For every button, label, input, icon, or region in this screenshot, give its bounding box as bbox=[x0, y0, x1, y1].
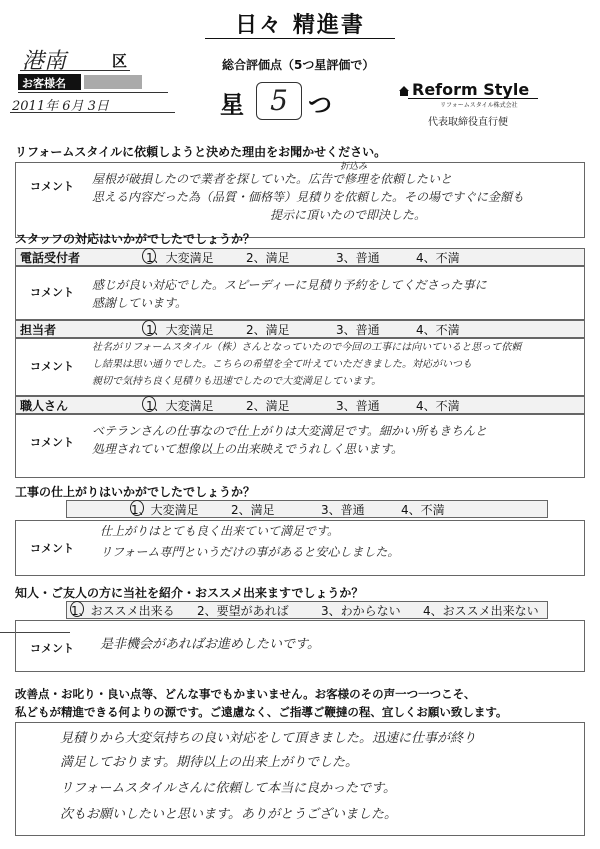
q4-opt3[interactable]: 3、わからない bbox=[321, 604, 401, 618]
q2-row1-opt4[interactable]: 4、不満 bbox=[416, 251, 460, 265]
q5-intro-line-2: 私どもが精進できる何よりの源です。ご遠慮なく、ご指導ご鞭撻の程、宜しくお願い致します。 bbox=[15, 705, 508, 719]
q1-comment-label: コメント bbox=[30, 180, 74, 193]
q5-line-1: 見積りから大変気持ちの良い対応をして頂きました。迅速に仕事が終り bbox=[60, 731, 477, 746]
q2-row1-opt1[interactable]: 1、大変満足 bbox=[146, 251, 214, 265]
q2-row3-line-2: 処理されていて想像以上の出来映えでうれしく思います。 bbox=[92, 442, 404, 456]
q2-row3-label: 職人さん bbox=[20, 399, 69, 413]
q3-opt4[interactable]: 4、不満 bbox=[401, 503, 445, 517]
score-label: 総合評価点（5つ星評価で） bbox=[222, 58, 375, 72]
q1-answer-line-3: 提示に頂いたので即決した。 bbox=[270, 208, 427, 222]
q2-row2-line-3: 親切で気持ち良く見積りも迅速でしたので大変満足しています。 bbox=[92, 376, 382, 387]
q5-line-4: 次もお願いしたいと思います。ありがとうございました。 bbox=[60, 807, 397, 822]
q5-line-2: 満足しております。期待以上の出来上がりでした。 bbox=[60, 755, 358, 770]
q4-opt2[interactable]: 2、要望があれば bbox=[197, 604, 289, 618]
q2-row2-line-2: し結果は思い通りでした。こちらの希望を全て叶えていただきました。対応がいつも bbox=[92, 359, 472, 370]
representative-label: 代表取締役直行便 bbox=[428, 117, 508, 128]
q2-row3-opt4[interactable]: 4、不満 bbox=[416, 399, 460, 413]
q3-selection-circle bbox=[130, 500, 144, 516]
q2-row2-opt4[interactable]: 4、不満 bbox=[416, 323, 460, 337]
q3-line-1: 仕上がりはとても良く出来ていて満足です。 bbox=[100, 524, 340, 538]
q3-line-2: リフォーム専門というだけの事があると安心しました。 bbox=[100, 545, 400, 559]
q3-opt3[interactable]: 3、普通 bbox=[321, 503, 365, 517]
q5-line-3: リフォームスタイルさんに依頼して本当に良かったです。 bbox=[60, 781, 397, 796]
q2-row3-header bbox=[15, 396, 585, 414]
q3-opt1[interactable]: 1、大変満足 bbox=[131, 503, 199, 517]
ward-handwritten: 港南 bbox=[22, 49, 67, 74]
q2-row2-header bbox=[15, 320, 585, 338]
brand-subtitle: リフォームスタイル株式会社 bbox=[440, 102, 518, 109]
q2-row1-label: 電話受付者 bbox=[20, 251, 81, 265]
q2-row2-label: 担当者 bbox=[20, 323, 57, 337]
q3-question: 工事の仕上がりはいかがでしたでしょうか？ bbox=[15, 485, 256, 499]
q1-answer-line-1: 屋根が破損したので業者を探していた。広告で修理を依頼したいと bbox=[92, 172, 453, 186]
q2-row1-line-2: 感謝しています。 bbox=[92, 296, 188, 310]
q4-opt1[interactable]: 1、おススメ出来る bbox=[71, 604, 175, 618]
q2-row1-opt3[interactable]: 3、普通 bbox=[336, 251, 380, 265]
q2-row1-selection-circle bbox=[142, 248, 156, 264]
q4-comment-label: コメント bbox=[30, 642, 74, 655]
star-score-value: 5 bbox=[256, 82, 302, 120]
q2-row3-opt1[interactable]: 1、大変満足 bbox=[146, 399, 214, 413]
q2-row2-opt2[interactable]: 2、満足 bbox=[246, 323, 290, 337]
q5-intro-line-1: 改善点・お叱り・良い点等、どんな事でもかまいません。お客様のその声一つ一つこそ、 bbox=[15, 687, 476, 701]
q2-row1-comment-box bbox=[15, 266, 585, 320]
q4-question: 知人・ご友人の方に当社を紹介・おススメ出来ますでしょうか？ bbox=[15, 586, 364, 600]
q2-row2-line-1: 社名がリフォームスタイル（株）さんとなっていたので今回の工事には向いていると思って依頼 bbox=[92, 342, 522, 353]
q2-row3-selection-circle bbox=[142, 396, 156, 412]
customer-underline bbox=[18, 92, 168, 93]
customer-name-redacted bbox=[84, 75, 142, 89]
star-prefix: 星 bbox=[220, 91, 244, 119]
q2-row1-opt2[interactable]: 2、満足 bbox=[246, 251, 290, 265]
ward-suffix: 区 bbox=[112, 52, 128, 70]
date-underline bbox=[10, 112, 175, 113]
q2-row3-comment-label: コメント bbox=[30, 436, 74, 449]
page-title: 日々 精進書 bbox=[235, 13, 365, 38]
q4-line-1: 是非機会があればお進めしたいです。 bbox=[100, 637, 320, 652]
q4-selection-circle bbox=[70, 601, 84, 617]
q4-opt4[interactable]: 4、おススメ出来ない bbox=[423, 604, 539, 618]
q2-row3-line-1: ベテランさんの仕事なので仕上がりは大変満足です。細かい所もきちんと bbox=[92, 424, 488, 438]
q2-row3-opt2[interactable]: 2、満足 bbox=[246, 399, 290, 413]
q2-row2-opt1[interactable]: 1、大変満足 bbox=[146, 323, 214, 337]
house-logo-icon bbox=[398, 82, 410, 94]
brand-name: Reform Style bbox=[412, 80, 530, 99]
brand-underline bbox=[408, 98, 538, 99]
q1-answer-insert: 折込み bbox=[340, 162, 368, 172]
title-underline bbox=[205, 38, 395, 39]
q2-row1-header bbox=[15, 248, 585, 266]
q4-options bbox=[66, 601, 548, 619]
q2-row2-selection-circle bbox=[142, 320, 156, 336]
customer-label: お客様名 bbox=[18, 74, 81, 90]
ward-underline bbox=[20, 70, 130, 71]
q1-question: リフォームスタイルに依頼しようと決めた理由をお聞かせください。 bbox=[15, 145, 387, 159]
q2-row2-comment-label: コメント bbox=[30, 360, 74, 373]
q2-row1-line-1: 感じが良い対応でした。スピーディーに見積り予約をしてくださった事に bbox=[92, 278, 487, 292]
q1-answer-line-2: 思える内容だった為（品質・価格等）見積りを依頼した。その場ですぐに金額も bbox=[92, 190, 525, 204]
date-handwritten: 2011年 6月 3日 bbox=[12, 99, 109, 114]
q3-opt2[interactable]: 2、満足 bbox=[231, 503, 275, 517]
q3-comment-label: コメント bbox=[30, 542, 74, 555]
star-suffix: つ bbox=[308, 91, 332, 119]
q2-row1-comment-label: コメント bbox=[30, 286, 74, 299]
q2-row2-opt3[interactable]: 3、普通 bbox=[336, 323, 380, 337]
q2-question: スタッフの対応はいかがでしたでしょうか？ bbox=[15, 232, 256, 246]
q2-row3-opt3[interactable]: 3、普通 bbox=[336, 399, 380, 413]
